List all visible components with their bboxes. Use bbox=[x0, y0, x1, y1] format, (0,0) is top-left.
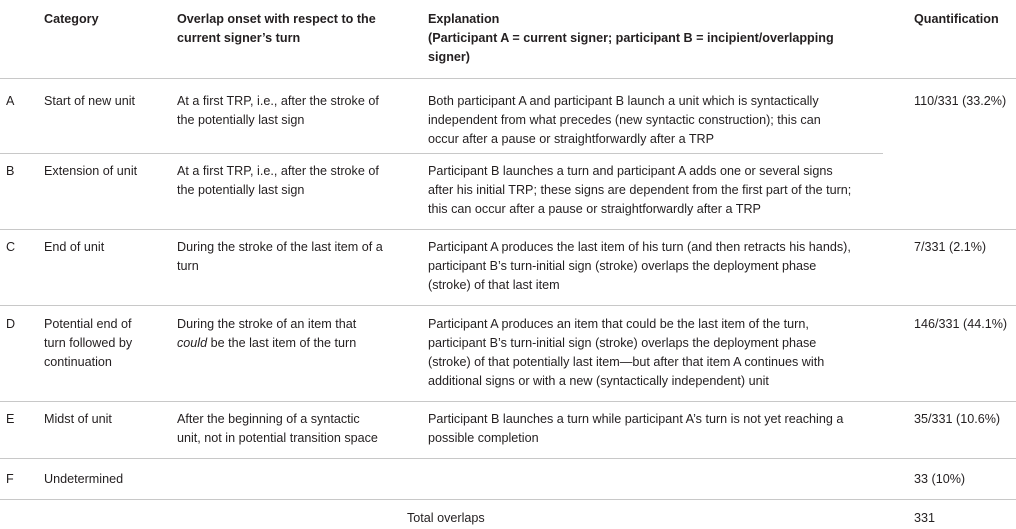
row-explanation bbox=[428, 315, 824, 391]
row-id: A bbox=[6, 94, 15, 108]
row-onset-line bbox=[177, 334, 356, 353]
row-id: E bbox=[6, 412, 15, 426]
header-quantification: Quantification bbox=[914, 12, 999, 26]
row-category-line: continuation bbox=[44, 355, 112, 369]
header-onset-line1: Overlap onset with respect to the bbox=[177, 12, 376, 26]
row-onset-line: At a first TRP, i.e., after the stroke of bbox=[177, 94, 379, 108]
row-category bbox=[44, 238, 104, 257]
row-onset bbox=[177, 162, 379, 200]
row-category bbox=[44, 162, 137, 181]
row-onset-line: the potentially last sign bbox=[177, 183, 305, 197]
row-explanation-line: possible completion bbox=[428, 431, 539, 445]
row-onset bbox=[177, 315, 356, 353]
row-explanation-line: (stroke) of that potentially last item—but after that item A continues with bbox=[428, 355, 825, 369]
onset-italic-word: could bbox=[177, 336, 208, 350]
row-explanation-line: after his initial TRP; these signs are dependent from the first part of the turn; bbox=[428, 183, 852, 197]
row-id: F bbox=[6, 472, 14, 486]
row-explanation-line: Both participant A and participant B launch a unit which is syntactically bbox=[428, 94, 819, 108]
row-category-line: End of unit bbox=[44, 240, 105, 254]
row-category-line: turn followed by bbox=[44, 336, 133, 350]
row-onset-line: During the stroke of an item that bbox=[177, 317, 357, 331]
header-category: Category bbox=[44, 12, 99, 26]
row-onset bbox=[177, 238, 383, 276]
row-rule bbox=[0, 229, 1016, 230]
row-onset-line: the potentially last sign bbox=[177, 113, 305, 127]
header-explanation-line1: Explanation bbox=[428, 12, 500, 26]
row-explanation-line: independent from what precedes (new syntactic construction); this can bbox=[428, 113, 821, 127]
row-explanation-line: this can occur after a pause or straightforwardly after a TRP bbox=[428, 202, 761, 216]
row-quantification: 110/331 (33.2%) bbox=[914, 94, 1007, 108]
row-explanation bbox=[428, 410, 843, 448]
row-onset-line: unit, not in potential transition space bbox=[177, 431, 378, 445]
row-explanation-line: Participant B launches a turn while participant A’s turn is not yet reaching a bbox=[428, 412, 844, 426]
row-rule bbox=[0, 499, 1016, 500]
row-onset bbox=[177, 410, 378, 448]
row-quantification: 7/331 (2.1%) bbox=[914, 240, 987, 254]
row-category-line: Midst of unit bbox=[44, 412, 112, 426]
row-onset-line: During the stroke of the last item of a bbox=[177, 240, 383, 254]
header-explanation bbox=[428, 10, 834, 67]
row-onset-line: After the beginning of a syntactic bbox=[177, 412, 360, 426]
row-category bbox=[44, 92, 135, 111]
total-value: 331 bbox=[914, 511, 936, 525]
row-onset-line: turn bbox=[177, 259, 199, 273]
row-category bbox=[44, 315, 132, 372]
row-rule bbox=[0, 153, 883, 154]
row-explanation-line: (stroke) of that last item bbox=[428, 278, 560, 292]
row-rule bbox=[0, 305, 1016, 306]
header-rule bbox=[0, 78, 1016, 79]
header-onset-line2: current signer’s turn bbox=[177, 31, 301, 45]
row-id: B bbox=[6, 164, 15, 178]
header-onset bbox=[177, 10, 376, 48]
row-category bbox=[44, 470, 123, 489]
row-id: D bbox=[6, 317, 16, 331]
row-explanation-line: participant B’s turn-initial sign (stroke) overlaps the deployment phase bbox=[428, 259, 817, 273]
row-category-line: Start of new unit bbox=[44, 94, 136, 108]
row-id: C bbox=[6, 240, 16, 254]
row-explanation bbox=[428, 238, 851, 295]
row-explanation-line: participant B’s turn-initial sign (stroke) overlaps the deployment phase bbox=[428, 336, 817, 350]
row-explanation bbox=[428, 162, 851, 219]
row-explanation-line: additional signs or with a new (syntactically independent) unit bbox=[428, 374, 769, 388]
header-explanation-line3: signer) bbox=[428, 50, 470, 64]
row-category-line: Potential end of bbox=[44, 317, 132, 331]
row-explanation-line: occur after a pause or straightforwardly after a TRP bbox=[428, 132, 715, 146]
row-explanation-line: Participant B launches a turn and participant A adds one or several signs bbox=[428, 164, 833, 178]
header-explanation-line2: (Participant A = current signer; participant B = incipient/overlapping bbox=[428, 31, 834, 45]
row-explanation bbox=[428, 92, 821, 149]
row-onset-line: At a first TRP, i.e., after the stroke of bbox=[177, 164, 379, 178]
total-label: Total overlaps bbox=[407, 511, 485, 525]
row-rule bbox=[0, 401, 1016, 402]
row-category bbox=[44, 410, 112, 429]
row-category-line: Undetermined bbox=[44, 472, 124, 486]
row-quantification: 35/331 (10.6%) bbox=[914, 412, 1001, 426]
row-rule bbox=[0, 458, 1016, 459]
row-onset bbox=[177, 92, 379, 130]
onset-rest: be the last item of the turn bbox=[207, 336, 357, 350]
row-category-line: Extension of unit bbox=[44, 164, 138, 178]
row-quantification: 33 (10%) bbox=[914, 472, 966, 486]
row-quantification: 146/331 (44.1%) bbox=[914, 317, 1008, 331]
row-explanation-line: Participant A produces an item that could be the last item of the turn, bbox=[428, 317, 809, 331]
row-explanation-line: Participant A produces the last item of his turn (and then retracts his hands), bbox=[428, 240, 851, 254]
